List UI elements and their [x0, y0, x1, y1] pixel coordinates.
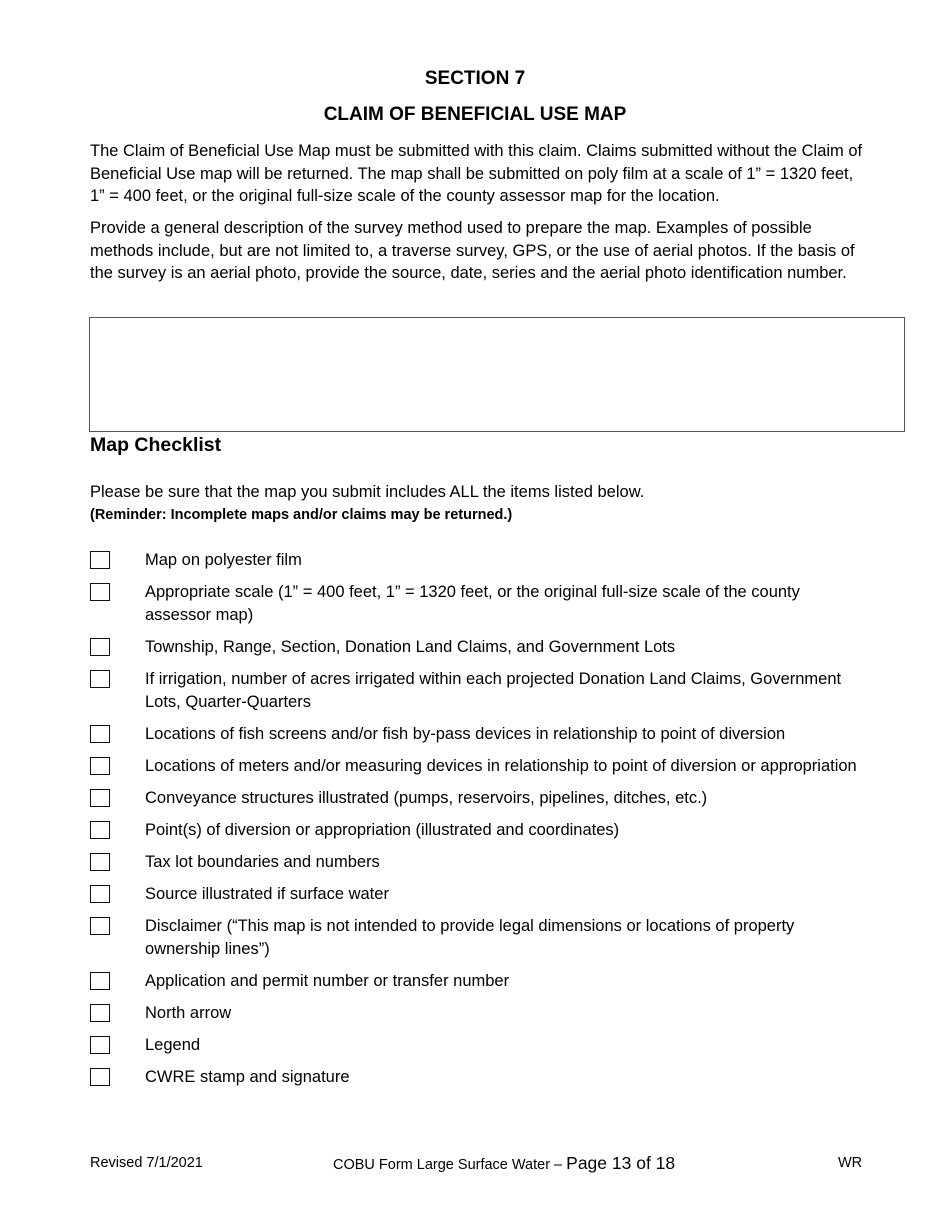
checklist-item: [90, 970, 870, 993]
checklist-item: [90, 581, 870, 627]
checklist-item-label: Locations of fish screens and/or fish by-pass devices in relationship to point of diversion: [145, 725, 786, 743]
footer-form-name: [333, 1153, 675, 1174]
checklist-checkbox[interactable]: [90, 917, 110, 935]
checklist-item: [90, 883, 870, 906]
checklist-checkbox[interactable]: [90, 551, 110, 569]
checklist-checkbox[interactable]: [90, 821, 110, 839]
checklist-item: [90, 1002, 870, 1025]
checklist-item: [90, 787, 870, 810]
checklist-item: [90, 755, 870, 778]
checklist-reminder: (Reminder: Incomplete maps and/or claims may be returned.): [90, 507, 513, 523]
checklist-item: [90, 915, 870, 961]
checklist-item-label: Source illustrated if surface water: [145, 885, 389, 903]
instructions-paragraph: The Claim of Beneficial Use Map must be submitted with this claim. Claims submitted without the Claim of Beneficial Use map will be returned. The map shall be submitted on poly film at a scale of 1” = 1320 feet, 1” = 400 feet, or the original full-size scale of the county assessor map for the location.: [90, 142, 863, 205]
checklist-item: [90, 851, 870, 874]
page-number: Page 13 of 18: [566, 1153, 676, 1173]
checklist-checkbox[interactable]: [90, 1036, 110, 1054]
footer-code: WR: [838, 1155, 863, 1171]
checklist-item-label: Legend: [145, 1036, 201, 1054]
checklist-checkbox[interactable]: [90, 583, 110, 601]
checklist-item: [90, 549, 870, 572]
checklist-checkbox[interactable]: [90, 638, 110, 656]
checklist-item-label: North arrow: [145, 1004, 232, 1022]
footer-form-title: COBU Form Large Surface Water –: [333, 1157, 567, 1173]
checklist-item: [90, 723, 870, 746]
checklist-item: [90, 1034, 870, 1057]
section-title: SECTION 7: [424, 68, 526, 89]
checklist-item-label: Point(s) of diversion or appropriation (illustrated and coordinates): [145, 821, 620, 839]
checklist-item-label: Locations of meters and/or measuring devices in relationship to point of diversion or appropriation: [145, 757, 857, 775]
checklist-item-label: Appropriate scale (1” = 400 feet, 1” = 1320 feet, or the original full-size scale of the county assessor map): [145, 583, 800, 624]
survey-description-field[interactable]: [89, 317, 905, 432]
checklist-item: [90, 636, 870, 659]
checklist-item-label: Tax lot boundaries and numbers: [145, 853, 380, 871]
checklist-item-label: Disclaimer (“This map is not intended to provide legal dimensions or locations of property ownership lines”): [145, 917, 795, 958]
checklist-item-label: CWRE stamp and signature: [145, 1068, 350, 1086]
checklist-item-label: Map on polyester film: [145, 551, 302, 569]
checklist-checkbox[interactable]: [90, 757, 110, 775]
checklist-item-label: Conveyance structures illustrated (pumps, reservoirs, pipelines, ditches, etc.): [145, 789, 708, 807]
checklist-checkbox[interactable]: [90, 1068, 110, 1086]
checklist-item-label: If irrigation, number of acres irrigated within each projected Donation Land Claims, Government Lots, Quarter-Quarters: [145, 670, 842, 711]
checklist-intro: Please be sure that the map you submit includes ALL the items listed below.: [90, 483, 645, 501]
footer-revised-date: Revised 7/1/2021: [90, 1155, 203, 1171]
survey-method-instructions: Provide a general description of the survey method used to prepare the map. Examples of possible methods include, but are not limited to, a traverse survey, GPS, or the use of aerial photos. If the basis of the survey is an aerial photo, provide the source, date, series and the aerial photo identification number.: [90, 219, 855, 282]
map-checklist: [90, 549, 870, 1098]
checklist-checkbox[interactable]: [90, 1004, 110, 1022]
checklist-checkbox[interactable]: [90, 725, 110, 743]
checklist-item-label: Township, Range, Section, Donation Land Claims, and Government Lots: [145, 638, 676, 656]
checklist-checkbox[interactable]: [90, 789, 110, 807]
checklist-item-label: Application and permit number or transfer number: [145, 972, 510, 990]
checklist-item: [90, 819, 870, 842]
checklist-item: [90, 1066, 870, 1089]
page-title: CLAIM OF BENEFICIAL USE MAP: [323, 104, 627, 125]
map-checklist-heading: Map Checklist: [90, 434, 222, 456]
checklist-checkbox[interactable]: [90, 853, 110, 871]
checklist-checkbox[interactable]: [90, 972, 110, 990]
checklist-checkbox[interactable]: [90, 670, 110, 688]
checklist-checkbox[interactable]: [90, 885, 110, 903]
checklist-item: [90, 668, 870, 714]
